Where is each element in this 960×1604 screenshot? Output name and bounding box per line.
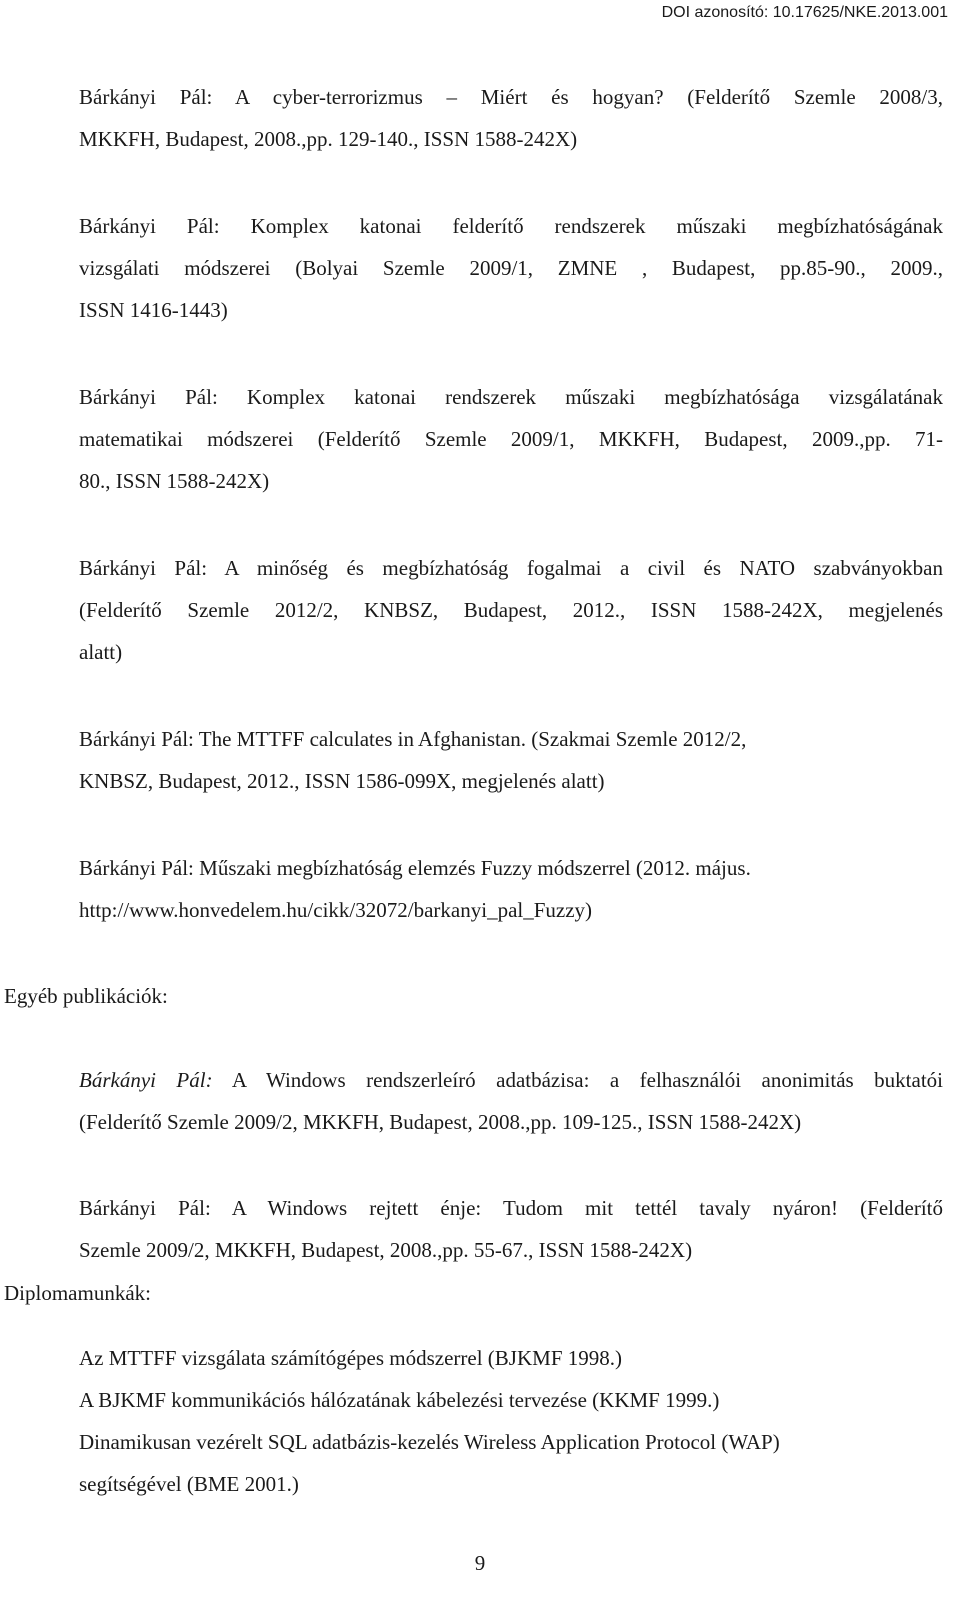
reference-line: Bárkányi Pál: A cyber-terrorizmus – Miért és hogyan? (Felderítő Szemle 2008/3, [79, 85, 943, 109]
reference-line: http://www.honvedelem.hu/cikk/32072/barkanyi_pal_Fuzzy) [79, 898, 593, 922]
page-number: 9 [474, 1551, 486, 1575]
reference-entry [79, 376, 943, 502]
reference-line: (Felderítő Szemle 2009/2, MKKFH, Budapest, 2008.,pp. 109-125., ISSN 1588-242X) [79, 1110, 802, 1134]
theses-heading: Diplomamunkák: [4, 1281, 151, 1305]
theses-list [79, 1337, 943, 1505]
reference-line: matematikai módszerei (Felderítő Szemle 2009/1, MKKFH, Budapest, 2009.,pp. 71- [79, 427, 943, 451]
reference-line [79, 1059, 943, 1101]
thesis-item: Dinamikusan vezérelt SQL adatbázis-kezelés Wireless Application Protocol (WAP) [79, 1430, 780, 1454]
reference-line: Bárkányi Pál: Műszaki megbízhatóság elemzés Fuzzy módszerrel (2012. május. [79, 856, 751, 880]
thesis-item: Az MTTFF vizsgálata számítógépes módszerrel (BJKMF 1998.) [79, 1346, 622, 1370]
reference-line: 80., ISSN 1588-242X) [79, 469, 270, 493]
reference-entry [79, 718, 943, 802]
reference-line: Szemle 2009/2, MKKFH, Budapest, 2008.,pp. 55-67., ISSN 1588-242X) [79, 1238, 693, 1262]
reference-line: Bárkányi Pál: The MTTFF calculates in Afghanistan. (Szakmai Szemle 2012/2, [79, 727, 747, 751]
thesis-item: segítségével (BME 2001.) [79, 1472, 299, 1496]
author-name: Bárkányi Pál: [79, 1068, 213, 1092]
reference-line: Bárkányi Pál: A minőség és megbízhatóság fogalmai a civil és NATO szabványokban [79, 556, 943, 580]
reference-entry [79, 205, 943, 331]
reference-line: (Felderítő Szemle 2012/2, KNBSZ, Budapest, 2012., ISSN 1588-242X, megjelenés [79, 598, 943, 622]
other-publication-entry [79, 1187, 943, 1271]
reference-line: alatt) [79, 640, 123, 664]
other-publications-heading: Egyéb publikációk: [4, 984, 168, 1008]
publication-title: A Windows rendszerleíró adatbázisa: a felhasználói anonimitás buktatói [212, 1068, 943, 1092]
reference-line: vizsgálati módszerei (Bolyai Szemle 2009/1, ZMNE , Budapest, pp.85-90., 2009., [79, 256, 943, 280]
reference-line: ISSN 1416-1443) [79, 298, 228, 322]
thesis-item: A BJKMF kommunikációs hálózatának kábelezési tervezése (KKMF 1999.) [79, 1388, 720, 1412]
reference-entry [79, 547, 943, 673]
reference-line: Bárkányi Pál: Komplex katonai rendszerek műszaki megbízhatósága vizsgálatának [79, 385, 943, 409]
reference-entry [79, 847, 943, 931]
reference-line: Bárkányi Pál: A Windows rejtett énje: Tudom mit tettél tavaly nyáron! (Felderítő [79, 1196, 943, 1220]
other-publication-entry [79, 1059, 943, 1143]
reference-line: Bárkányi Pál: Komplex katonai felderítő rendszerek műszaki megbízhatóságának [79, 214, 943, 238]
reference-entry [79, 76, 943, 160]
reference-line: KNBSZ, Budapest, 2012., ISSN 1586-099X, megjelenés alatt) [79, 769, 605, 793]
reference-line: MKKFH, Budapest, 2008.,pp. 129-140., ISSN 1588-242X) [79, 127, 578, 151]
doi-identifier: DOI azonosító: 10.17625/NKE.2013.001 [661, 4, 948, 21]
